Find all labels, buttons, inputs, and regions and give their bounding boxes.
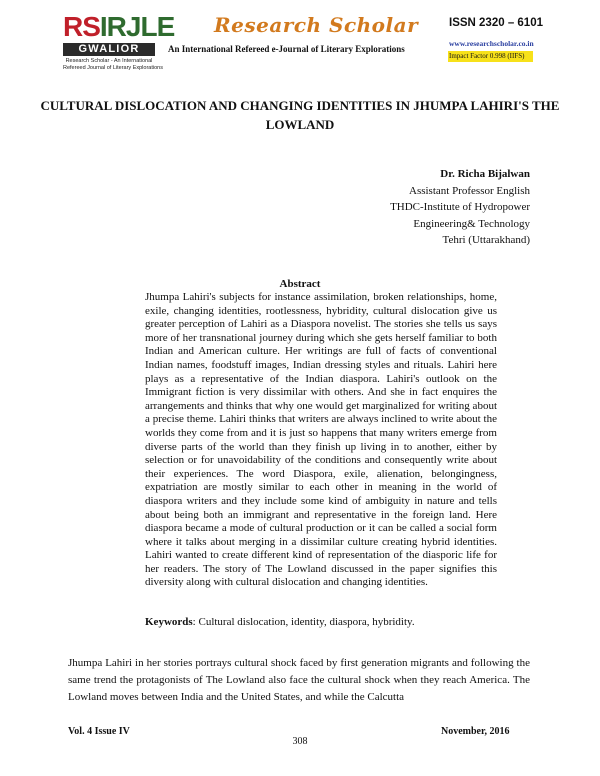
logo-wordmark [63,11,175,42]
journal-logo [63,11,175,76]
journal-tagline: An International Refereed e-Journal of Literary Explorations [168,44,405,54]
journal-website-link[interactable]: www.researchscholar.co.in [449,39,534,48]
author-affiliation-line: Engineering& Technology [413,217,530,230]
logo-city-bar: GWALIOR [63,43,155,56]
author-name: Dr. Richa Bijalwan [440,168,530,180]
logo-rs: RS [63,11,100,42]
abstract-text: Jhumpa Lahiri's subjects for instance assimilation, broken relationships, home, exile, changing identities, rootlessness, hybridity, cultural dislocation give us greater perception of Lahiri as a Diaspora novelist. The stories she tells us says more of her transnational journey during which she gets herself familiar to both Indian and American culture. Her writings are full of facts of conventional Indian names, foodstuff images, Indian dressing styles and rituals. Lahiri here plays as a representative of the Indian diaspora. Lahiri's outlook on the Immigrant fiction is very dissimilar with others. And she in fact enquires the arrangements and thinks that why one would get marginalized for writing about a precise theme. Lahiri thinks that writers are always inclined to write about the worlds they come from and it is just so happens that many writers emerge from diverse parts of the world than they finish up living in to another, either by selection or for unavoidability of the conditions and consequently write about their experiences. The word Diaspora, exile, alienation, belongingness, expatriation are mostly similar to each other in meaning in the world of diaspora writers and they include some kind of ambiguity in nature and tells about being both an immigrant and representative in the foreign land. Here diaspora became a mode of cultural production or it can be called a social form where it talks about merging in a dissimilar culture creating hybrid identities. Lahiri wanted to create different kind of representation of the diasporic life for her readers. The story of The Lowland discussed in the paper signifies this diversity along with cultural dislocation and changing identities. [145,291,497,589]
logo-subtitle-1: Research Scholar - An International [65,58,153,64]
journal-name: Research Scholar [214,13,419,37]
page-number: 308 [292,736,308,747]
author-block [270,166,530,249]
keywords-label: Keywords [145,616,193,628]
logo-irjle: IRJLE [99,11,175,42]
author-affiliation-line: Assistant Professor English [409,184,530,197]
keywords-list: : Cultural dislocation, identity, diaspora, hybridity. [192,616,415,628]
impact-factor-badge: Impact Factor 0.998 (IIFS) [448,51,533,62]
paper-title: CULTURAL DISLOCATION AND CHANGING IDENTITIES IN JHUMPA LAHIRI'S THE LOWLAND [40,98,560,132]
author-affiliation-line: THDC-Institute of Hydropower [390,201,530,213]
keywords-line [145,615,497,629]
abstract-heading: Abstract [279,278,321,290]
body-paragraph: Jhumpa Lahiri in her stories portrays cultural shock faced by first generation migrants and following the same trend the protagonists of The Lowland also face the cultural shock when they reach America. The Lowland moves between India and the United States, and while the Calcutta [68,657,530,703]
footer-date: November, 2016 [441,726,510,737]
issn-number: ISSN 2320 – 6101 [449,17,543,29]
footer-volume: Vol. 4 Issue IV [68,726,130,737]
author-affiliation-line: Tehri (Uttarakhand) [442,234,530,246]
logo-subtitle-2: Refereed Journal of Literary Explorations [63,65,163,71]
